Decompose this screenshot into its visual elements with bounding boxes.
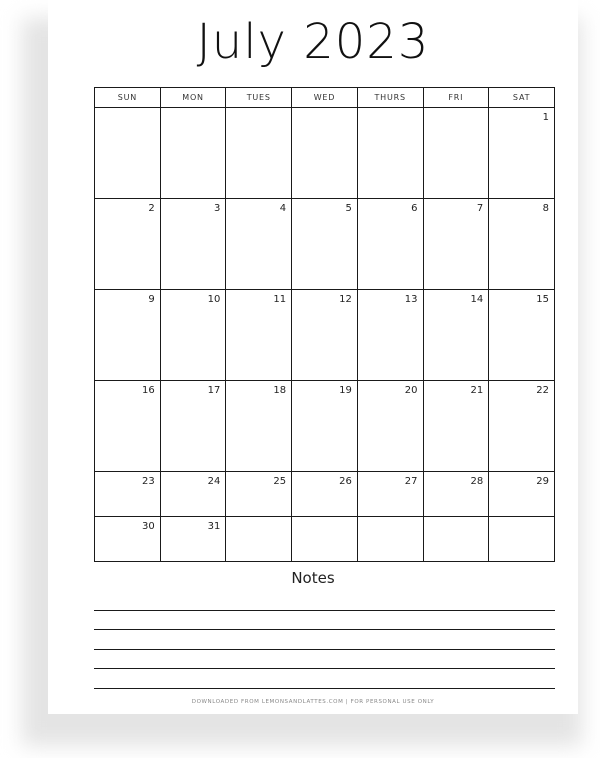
week-row bbox=[95, 517, 555, 562]
notes-line bbox=[94, 688, 555, 689]
notes-line bbox=[94, 610, 555, 611]
day-number: 19 bbox=[339, 385, 352, 396]
day-cell bbox=[423, 108, 489, 199]
day-number bbox=[292, 108, 357, 112]
day-cell bbox=[423, 290, 489, 381]
day-cell bbox=[226, 381, 292, 472]
day-number bbox=[226, 108, 291, 112]
day-number: 7 bbox=[476, 203, 484, 214]
weekday-header-wed: WED bbox=[292, 88, 358, 108]
day-cell bbox=[292, 381, 358, 472]
day-cell bbox=[357, 472, 423, 517]
day-cell bbox=[292, 472, 358, 517]
day-cell bbox=[357, 290, 423, 381]
day-number bbox=[358, 517, 423, 521]
calendar-grid bbox=[94, 87, 555, 562]
page-title: July 2023 bbox=[196, 14, 430, 70]
day-cell bbox=[160, 517, 226, 562]
week-row bbox=[95, 199, 555, 290]
day-cell bbox=[489, 290, 555, 381]
day-number: 31 bbox=[207, 521, 221, 532]
notes-line bbox=[94, 649, 555, 650]
day-number: 1 bbox=[542, 112, 549, 123]
day-number: 9 bbox=[148, 294, 155, 305]
day-cell bbox=[292, 517, 358, 562]
day-cell bbox=[160, 381, 226, 472]
weekday-header-row bbox=[95, 88, 555, 108]
weekday-header-sat: SAT bbox=[489, 88, 555, 108]
week-row bbox=[95, 290, 555, 381]
day-cell bbox=[95, 108, 161, 199]
day-number: 25 bbox=[273, 476, 287, 487]
day-cell bbox=[357, 517, 423, 562]
day-number bbox=[424, 108, 489, 112]
calendar-page bbox=[48, 0, 578, 714]
notes-line bbox=[94, 629, 555, 630]
day-number: 28 bbox=[470, 476, 484, 487]
day-cell bbox=[489, 517, 555, 562]
day-cell bbox=[160, 108, 226, 199]
day-number bbox=[358, 108, 423, 112]
day-number: 26 bbox=[339, 476, 352, 487]
day-cell bbox=[95, 381, 161, 472]
day-cell bbox=[226, 199, 292, 290]
day-number: 6 bbox=[411, 203, 418, 214]
day-cell bbox=[95, 472, 161, 517]
day-cell bbox=[423, 517, 489, 562]
day-number: 3 bbox=[214, 203, 221, 214]
day-number: 22 bbox=[536, 385, 549, 396]
day-cell bbox=[292, 199, 358, 290]
week-row bbox=[95, 381, 555, 472]
day-number: 4 bbox=[279, 203, 287, 214]
day-number bbox=[292, 517, 357, 521]
day-number: 11 bbox=[273, 294, 287, 305]
day-cell bbox=[292, 290, 358, 381]
day-cell bbox=[160, 472, 226, 517]
day-cell bbox=[423, 381, 489, 472]
day-number: 14 bbox=[470, 294, 484, 305]
day-number: 12 bbox=[339, 294, 352, 305]
footer-credit: DOWNLOADED FROM LEMONSANDLATTES.COM | FOR PERSONAL USE ONLY bbox=[191, 699, 435, 705]
day-cell bbox=[357, 108, 423, 199]
day-cell bbox=[160, 199, 226, 290]
weekday-header-mon: MON bbox=[160, 88, 226, 108]
day-number: 29 bbox=[536, 476, 549, 487]
day-cell bbox=[95, 199, 161, 290]
day-number: 21 bbox=[470, 385, 484, 396]
weekday-header-sun: SUN bbox=[95, 88, 161, 108]
day-number: 16 bbox=[141, 385, 155, 396]
day-cell bbox=[489, 108, 555, 199]
weekday-header-fri: FRI bbox=[423, 88, 489, 108]
day-number: 8 bbox=[542, 203, 549, 214]
day-cell bbox=[160, 290, 226, 381]
day-cell bbox=[357, 199, 423, 290]
day-number bbox=[95, 108, 160, 112]
day-number bbox=[424, 517, 489, 521]
day-number bbox=[161, 108, 226, 112]
day-cell bbox=[489, 199, 555, 290]
day-number: 17 bbox=[207, 385, 221, 396]
day-cell bbox=[95, 290, 161, 381]
day-number: 20 bbox=[404, 385, 418, 396]
day-number: 24 bbox=[207, 476, 221, 487]
day-cell bbox=[226, 472, 292, 517]
day-number: 2 bbox=[148, 203, 155, 214]
day-number bbox=[226, 517, 291, 521]
weekday-header-tues: TUES bbox=[226, 88, 292, 108]
day-cell bbox=[423, 199, 489, 290]
day-number: 18 bbox=[273, 385, 287, 396]
notes-line bbox=[94, 668, 555, 669]
day-cell bbox=[95, 517, 161, 562]
day-number: 5 bbox=[345, 203, 352, 214]
day-number: 10 bbox=[207, 294, 221, 305]
day-number: 30 bbox=[141, 521, 155, 532]
day-number: 15 bbox=[536, 294, 549, 305]
day-cell bbox=[357, 381, 423, 472]
day-number: 23 bbox=[141, 476, 155, 487]
day-number bbox=[489, 517, 554, 521]
day-cell bbox=[423, 472, 489, 517]
week-row bbox=[95, 472, 555, 517]
day-cell bbox=[226, 108, 292, 199]
week-row bbox=[95, 108, 555, 199]
day-cell bbox=[226, 290, 292, 381]
day-cell bbox=[292, 108, 358, 199]
day-number: 27 bbox=[404, 476, 418, 487]
weekday-header-thurs: THURS bbox=[357, 88, 423, 108]
day-cell bbox=[489, 472, 555, 517]
day-cell bbox=[489, 381, 555, 472]
notes-heading: Notes bbox=[291, 569, 335, 587]
day-number: 13 bbox=[404, 294, 418, 305]
day-cell bbox=[226, 517, 292, 562]
